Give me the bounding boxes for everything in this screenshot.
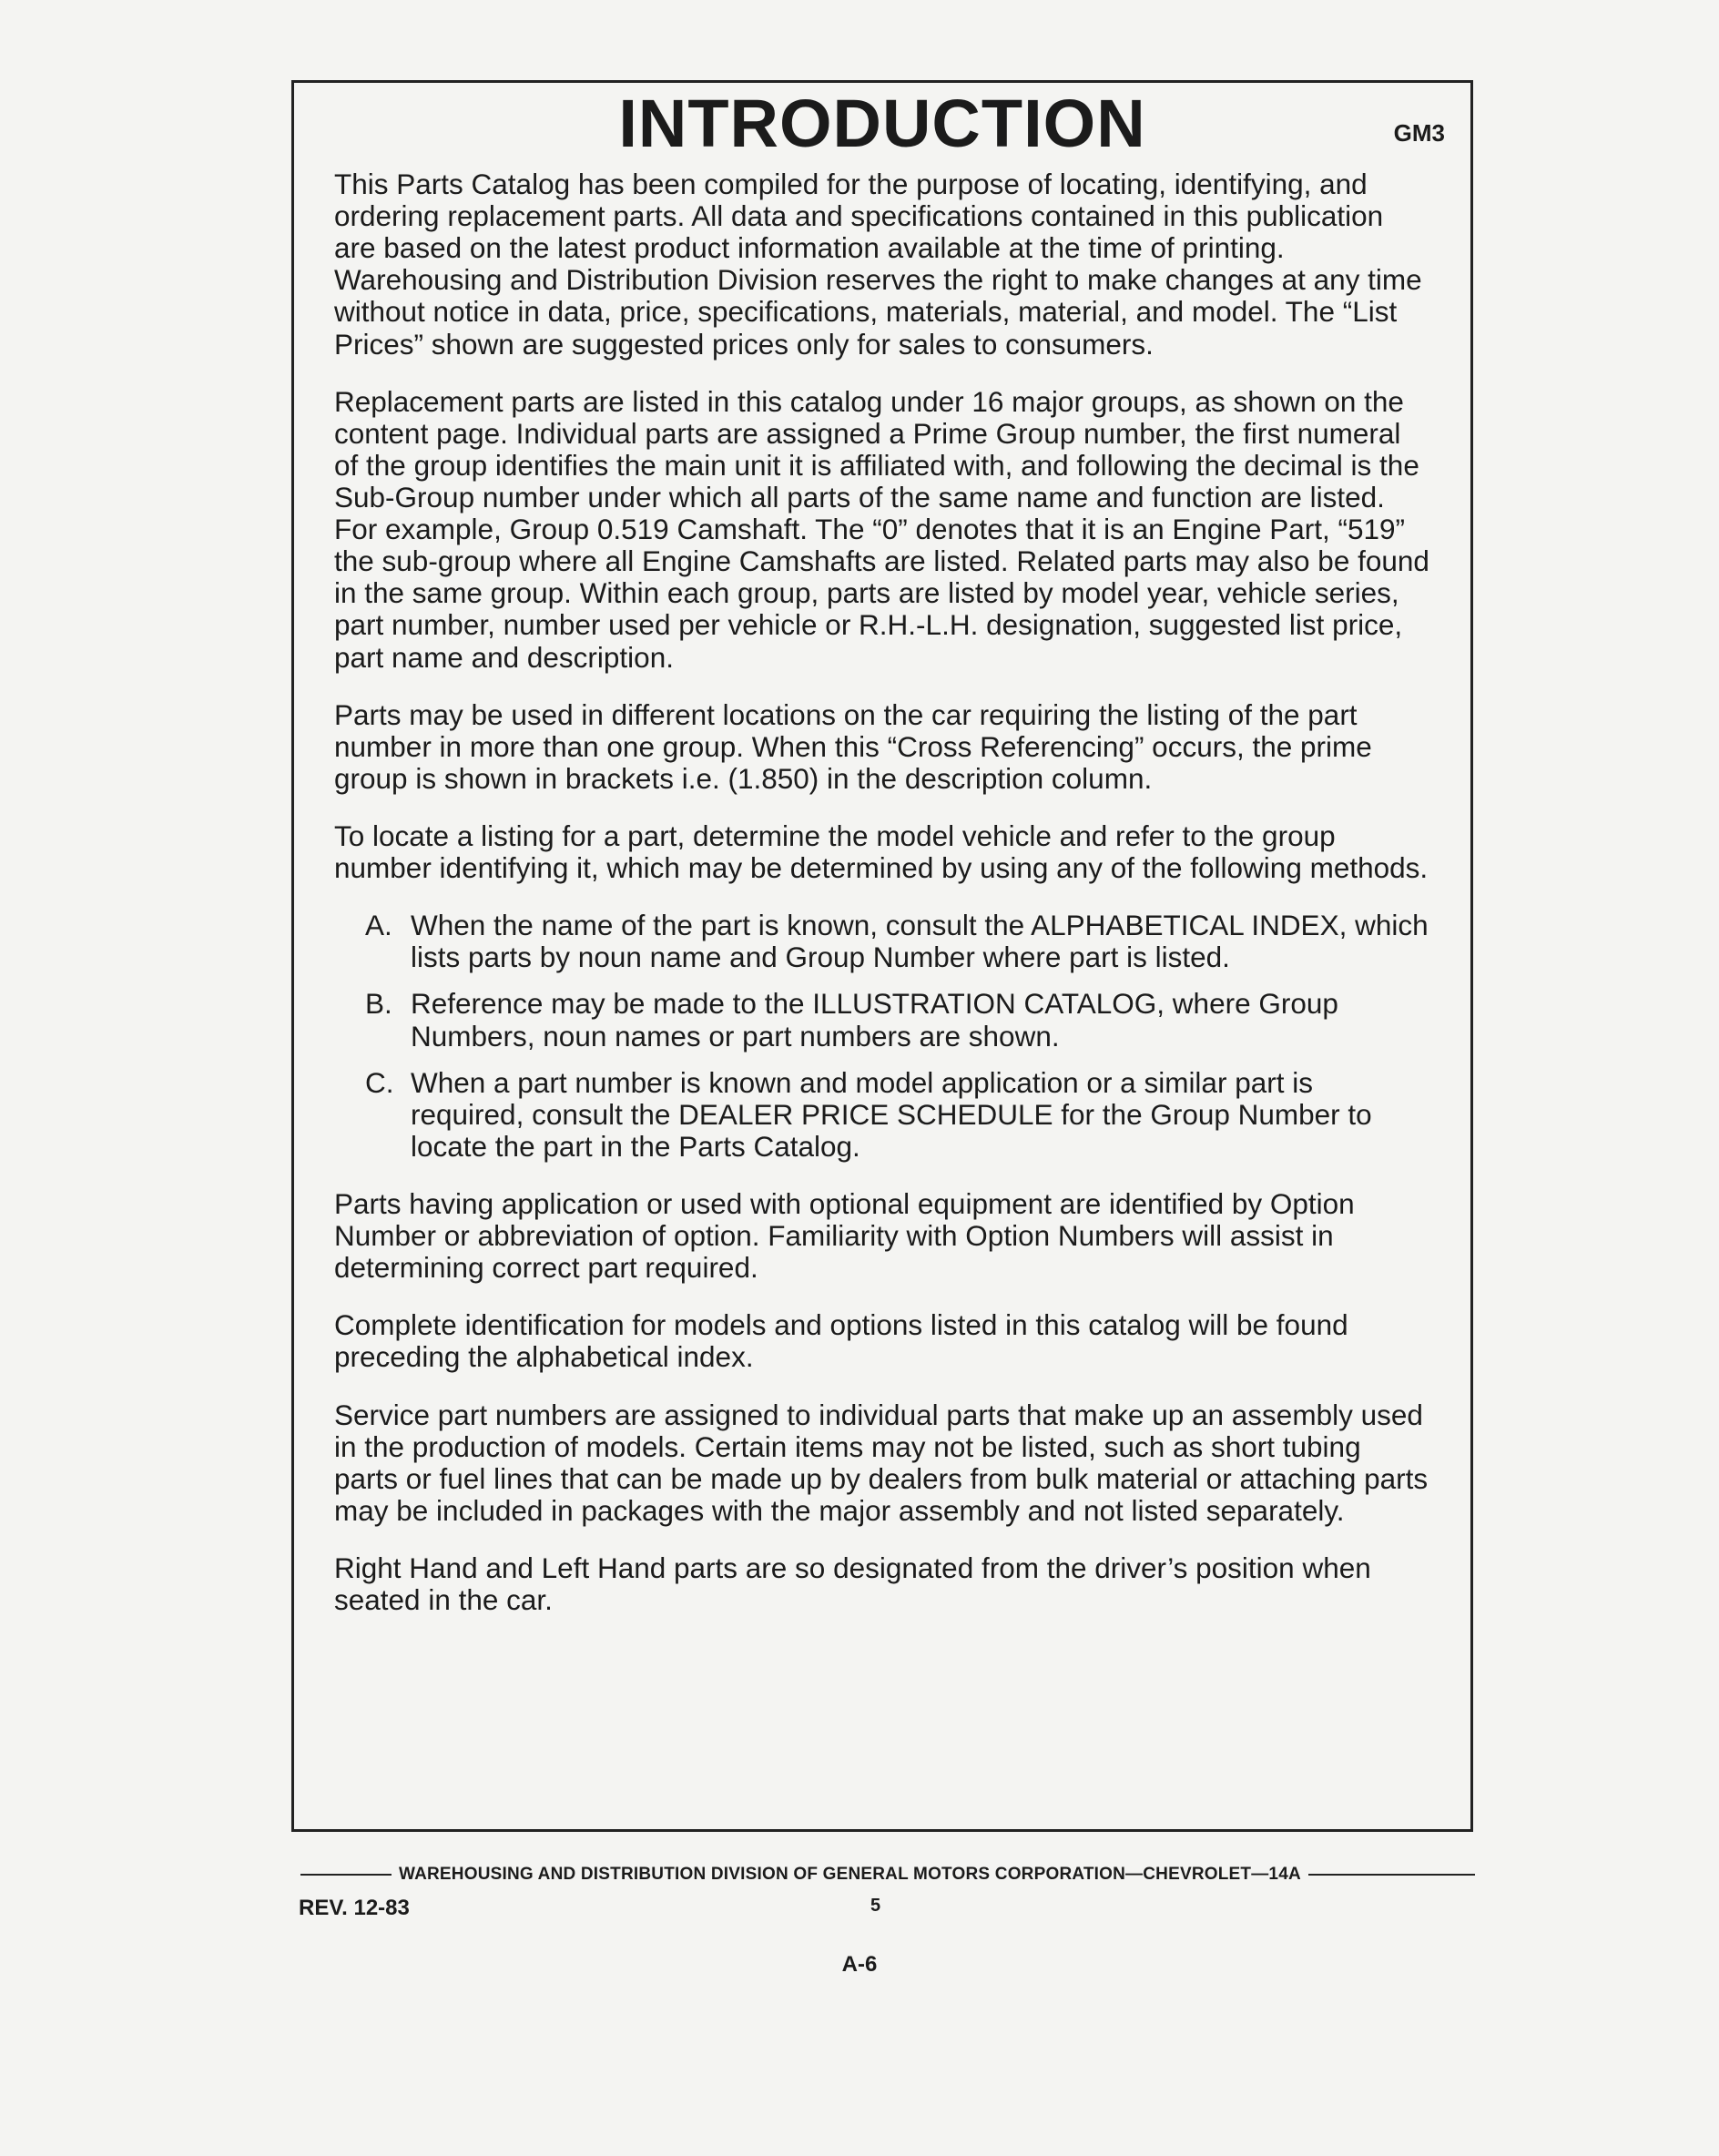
introduction-body: [334, 168, 1430, 1642]
locate-methods-list: [334, 910, 1430, 1163]
revision-label: REV. 12-83: [299, 1896, 410, 1920]
division-footer: [300, 1865, 1475, 1885]
paragraph-purpose: This Parts Catalog has been compiled for the purpose of locating, identifying, and ordering replacement parts. All data and specifications contained in this publication are based on the latest product information available at the time of printing. Warehousing and Distribution Division reserves the right to make changes at any time without notice in data, price, specifications, materials, material, and model. The “List Prices” shown are suggested prices only for sales to consumers.: [334, 168, 1422, 361]
paragraph-cross-referencing: Parts may be used in different locations on the car requiring the listing of the part number in more than one group. When this “Cross Referencing” occurs, the prime group is shown in brackets i.e. (1.850) in the description column.: [334, 697, 1372, 795]
content-frame: [291, 80, 1473, 1832]
list-item-text: When the name of the part is known, consult the ALPHABETICAL INDEX, which lists parts by noun name and Group Number where part is listed.: [411, 909, 1429, 974]
division-line: WAREHOUSING AND DISTRIBUTION DIVISION OF GENERAL MOTORS CORPORATION—CHEVROLET—14A: [399, 1865, 1301, 1884]
page-title: INTRODUCTION: [618, 86, 1146, 161]
page-number: 5: [870, 1896, 881, 1916]
list-item-letter: C.: [365, 1065, 394, 1099]
paragraph-service-parts: Service part numbers are assigned to individual parts that make up an assembly used in the production of models. Certain items may not be listed, such as short tubing parts or fuel lines that can be made up by dealers from bulk material or attaching parts may be included in packages with the major assembly and not listed separately.: [334, 1398, 1429, 1527]
sheet-id: A-6: [841, 1952, 878, 1977]
paragraph-identification: Complete identification for models and options listed in this catalog will be found preceding the alphabetical index.: [334, 1308, 1348, 1374]
paragraph-locate-listing: To locate a listing for a part, determine the model vehicle and refer to the group number identifying it, which may be determined by using any of the following methods.: [334, 819, 1429, 885]
paragraph-right-left-hand: Right Hand and Left Hand parts are so designated from the driver’s position when seated in the car.: [334, 1551, 1371, 1617]
list-item-letter: B.: [365, 987, 392, 1021]
list-item: [334, 1067, 1430, 1163]
list-item-text: Reference may be made to the ILLUSTRATION CATALOG, where Group Numbers, noun names or part numbers are shown.: [411, 987, 1338, 1053]
list-item: [334, 988, 1430, 1052]
list-item-letter: A.: [365, 909, 392, 942]
paragraph-options: Parts having application or used with optional equipment are identified by Option Number or abbreviation of option. Familiarity with Option Numbers will assist in determining correct part required.: [334, 1186, 1355, 1285]
catalog-code: GM3: [1393, 119, 1445, 147]
footer-rule-right: [1308, 1874, 1475, 1876]
list-item: [334, 910, 1430, 973]
list-item-text: When a part number is known and model application or a similar part is required, consult the DEALER PRICE SCHEDULE for the Group Number to locate the part in the Parts Catalog.: [411, 1065, 1372, 1163]
footer-rule-left: [300, 1874, 392, 1876]
paragraph-groups: Replacement parts are listed in this catalog under 16 major groups, as shown on the content page. Individual parts are assigned a Prime Group number, the first numeral of the group identifies the main unit it is affiliated with, and following the decimal is the Sub-Group number under which all parts of the same name and function are listed. For example, Group 0.519 Camshaft. The “0” denotes that it is an Engine Part, “519” the sub-group where all Engine Camshafts are listed. Related parts may also be found in the same group. Within each group, parts are listed by model year, vehicle series, part number, number used per vehicle or R.H.-L.H. designation, suggested list price, part name and description.: [334, 384, 1429, 674]
